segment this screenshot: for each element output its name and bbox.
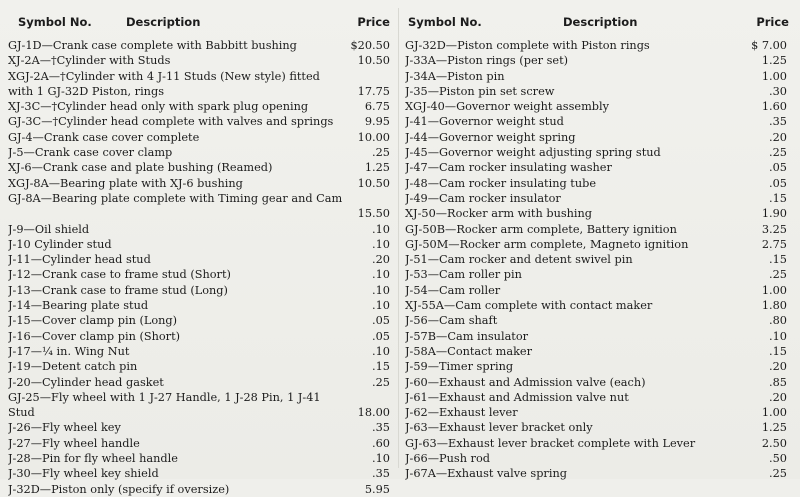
symbol-header: Symbol No. [408, 15, 482, 29]
part-row [405, 329, 789, 344]
part-row [8, 145, 392, 160]
part-description: J-67A—Exhaust valve spring [405, 467, 567, 481]
part-description: J-27—Fly wheel handle [8, 436, 140, 450]
part-description: J-17—¼ in. Wing Nut [8, 344, 130, 358]
part-description: J-44—Governor weight spring [405, 130, 576, 144]
part-price: 1.25 [761, 54, 787, 68]
part-row [8, 451, 392, 466]
part-row [8, 283, 392, 298]
part-price: .15 [769, 253, 787, 267]
left-column-header [8, 0, 392, 29]
part-row [405, 420, 789, 435]
part-row [405, 130, 789, 145]
right-column [405, 0, 789, 481]
part-description: J-61—Exhaust and Admission valve nut [405, 390, 629, 404]
part-description: J-33A—Piston rings (per set) [405, 54, 569, 68]
part-description: XJ-55A—Cam complete with contact maker [405, 299, 653, 313]
part-description: J-62—Exhaust lever [405, 406, 518, 420]
part-description: XJ-2A—†Cylinder with Studs [8, 54, 171, 68]
part-description: XJ-6—Crank case and plate bushing (Reamed) [8, 161, 273, 175]
part-price: .35 [372, 421, 390, 435]
part-row [405, 359, 789, 374]
part-price: .05 [372, 314, 390, 328]
part-description: J-54—Cam roller [405, 283, 501, 297]
part-price: 1.90 [761, 207, 787, 221]
part-description: J-30—Fly wheel key shield [8, 467, 159, 481]
part-description: XGJ-40—Governor weight assembly [405, 100, 610, 114]
part-description: J-32D—Piston only (specify if oversize) [8, 482, 230, 496]
part-row [405, 99, 789, 114]
part-description: J-35—Piston pin set screw [405, 84, 555, 98]
part-row [405, 436, 789, 451]
part-price: .15 [372, 360, 390, 374]
part-row [8, 69, 392, 100]
description-header: Description [126, 15, 201, 29]
part-description: J-53—Cam roller pin [405, 268, 522, 282]
part-description: J-48—Cam rocker insulating tube [405, 176, 597, 190]
part-price: .20 [769, 130, 787, 144]
part-description: J-49—Cam rocker insulator [405, 191, 561, 205]
part-row [405, 69, 789, 84]
part-row [8, 176, 392, 191]
part-row [8, 329, 392, 344]
part-price: 1.25 [761, 421, 787, 435]
part-row [405, 252, 789, 267]
part-row [405, 298, 789, 313]
part-description: J-26—Fly wheel key [8, 421, 121, 435]
part-price: .05 [372, 329, 390, 343]
part-description: GJ-32D—Piston complete with Piston rings [405, 39, 650, 52]
part-price: 10.50 [357, 54, 390, 68]
part-price: 2.50 [761, 436, 787, 450]
part-price: .10 [372, 283, 390, 297]
price-header: Price [357, 15, 390, 29]
part-row [8, 482, 392, 497]
part-description: J-28—Pin for fly wheel handle [8, 452, 178, 466]
part-description: GJ-3C—†Cylinder head complete with valves and springs [8, 115, 334, 129]
part-price: 6.75 [364, 100, 390, 114]
part-description: J-57B—Cam insulator [405, 329, 529, 343]
part-price: .60 [372, 436, 390, 450]
part-price: .25 [372, 146, 390, 160]
column-divider [398, 8, 399, 468]
part-price: .10 [372, 237, 390, 251]
part-row [8, 298, 392, 313]
part-price: .10 [372, 222, 390, 236]
part-row [8, 160, 392, 175]
part-description: XJ-3C—†Cylinder head only with spark plug opening [8, 100, 309, 114]
part-price: 2.75 [761, 237, 787, 251]
part-description: XGJ-2A—†Cylinder with 4 J-11 Studs (New style) fitted with 1 GJ-32D Piston, rings [8, 69, 320, 98]
part-description: J-63—Exhaust lever bracket only [405, 421, 593, 435]
part-description: J-19—Detent catch pin [8, 360, 138, 374]
part-description: J-14—Bearing plate stud [8, 299, 149, 313]
part-price: $20.50 [350, 39, 390, 52]
part-price: 3.25 [761, 222, 787, 236]
part-row [8, 222, 392, 237]
part-description: J-41—Governor weight stud [405, 115, 564, 129]
part-price: .50 [769, 452, 787, 466]
part-price: 10.00 [357, 130, 390, 144]
part-row [8, 267, 392, 282]
part-row [8, 390, 392, 421]
part-row [405, 344, 789, 359]
part-description: GJ-50B—Rocker arm complete, Battery ignition [405, 222, 677, 236]
part-description: GJ-4—Crank case cover complete [8, 130, 200, 144]
part-description: J-34A—Piston pin [405, 69, 505, 83]
part-row [405, 191, 789, 206]
part-description: J-47—Cam rocker insulating washer [405, 161, 612, 175]
part-price: .80 [769, 314, 787, 328]
symbol-header: Symbol No. [18, 15, 92, 29]
right-column-header [405, 0, 789, 29]
part-price: .30 [769, 84, 787, 98]
part-price: $ 7.00 [751, 39, 787, 52]
part-description: J-59—Timer spring [405, 360, 514, 374]
part-row [405, 53, 789, 68]
part-price: .85 [769, 375, 787, 389]
part-price: 18.00 [357, 406, 390, 420]
part-row [8, 38, 392, 53]
part-price: 9.95 [364, 115, 390, 129]
part-row [405, 390, 789, 405]
part-description: GJ-25—Fly wheel with 1 J-27 Handle, 1 J-28 Pin, 1 J-41 Stud [8, 390, 321, 420]
part-price: .10 [372, 268, 390, 282]
part-description: J-10 Cylinder stud [8, 237, 112, 251]
part-description: J-51—Cam rocker and detent swivel pin [405, 253, 633, 267]
part-description: J-60—Exhaust and Admission valve (each) [405, 375, 646, 389]
part-description: J-5—Crank case cover clamp [8, 146, 173, 160]
part-row [405, 38, 789, 53]
part-row [8, 344, 392, 359]
part-price: .15 [769, 344, 787, 358]
part-row [405, 222, 789, 237]
part-row [405, 84, 789, 99]
part-price: .05 [769, 176, 787, 190]
part-price: 1.60 [761, 100, 787, 114]
part-row [405, 206, 789, 221]
part-row [8, 313, 392, 328]
part-row [8, 114, 392, 129]
part-description: J-11—Cylinder head stud [8, 253, 151, 267]
part-price: .35 [769, 115, 787, 129]
part-row [8, 375, 392, 390]
price-header: Price [756, 15, 789, 29]
part-price: .10 [372, 452, 390, 466]
part-price: 1.80 [761, 299, 787, 313]
part-row [405, 160, 789, 175]
part-price: .05 [769, 161, 787, 175]
part-row [8, 466, 392, 481]
part-price: 17.75 [357, 84, 390, 98]
part-description: J-16—Cover clamp pin (Short) [8, 329, 181, 343]
part-row [405, 466, 789, 481]
part-description: GJ-50M—Rocker arm complete, Magneto ignition [405, 237, 689, 251]
part-description: J-20—Cylinder head gasket [8, 375, 164, 389]
part-price: .25 [769, 467, 787, 481]
part-price: .20 [769, 360, 787, 374]
part-row [8, 130, 392, 145]
description-header: Description [563, 15, 638, 29]
part-description: GJ-8A—Bearing plate complete with Timing gear and Cam [8, 191, 343, 205]
part-description: J-9—Oil shield [8, 222, 90, 236]
part-price: .25 [769, 268, 787, 282]
left-column [8, 0, 392, 496]
right-parts-list [405, 38, 789, 482]
part-row [8, 191, 392, 222]
part-row [8, 420, 392, 435]
part-price: 5.95 [364, 482, 390, 496]
part-price: .35 [372, 467, 390, 481]
part-price: 15.50 [357, 207, 390, 221]
part-description: GJ-1D—Crank case complete with Babbitt bushing [8, 39, 297, 52]
part-row [405, 451, 789, 466]
part-row [405, 237, 789, 252]
part-price: .20 [372, 253, 390, 267]
part-description: GJ-63—Exhaust lever bracket complete with Lever [405, 436, 696, 450]
part-price: .25 [372, 375, 390, 389]
part-price: .25 [769, 146, 787, 160]
part-description: J-56—Cam shaft [405, 314, 498, 328]
part-description: XGJ-8A—Bearing plate with XJ-6 bushing [8, 176, 243, 190]
part-price: .15 [769, 191, 787, 205]
part-price: 1.00 [761, 69, 787, 83]
part-row [405, 114, 789, 129]
part-price: 10.50 [357, 176, 390, 190]
part-row [405, 313, 789, 328]
part-row [8, 359, 392, 374]
part-row [405, 267, 789, 282]
part-row [405, 176, 789, 191]
part-price: .10 [769, 329, 787, 343]
part-price: .20 [769, 390, 787, 404]
part-price: 1.25 [364, 161, 390, 175]
part-row [8, 53, 392, 68]
part-row [8, 252, 392, 267]
part-row [405, 145, 789, 160]
part-row [8, 436, 392, 451]
part-description: J-45—Governor weight adjusting spring stud [405, 146, 661, 160]
left-parts-list [8, 38, 392, 497]
part-price: 1.00 [761, 406, 787, 420]
part-description: J-66—Push rod [405, 452, 490, 466]
part-row [8, 237, 392, 252]
part-price: .10 [372, 299, 390, 313]
part-row [405, 375, 789, 390]
part-row [8, 99, 392, 114]
part-row [405, 405, 789, 420]
part-description: XJ-50—Rocker arm with bushing [405, 207, 593, 221]
part-description: J-12—Crank case to frame stud (Short) [8, 268, 231, 282]
part-description: J-15—Cover clamp pin (Long) [8, 314, 178, 328]
part-price: .10 [372, 344, 390, 358]
part-price: 1.00 [761, 283, 787, 297]
part-description: J-58A—Contact maker [405, 344, 533, 358]
part-row [405, 283, 789, 298]
part-description: J-13—Crank case to frame stud (Long) [8, 283, 228, 297]
